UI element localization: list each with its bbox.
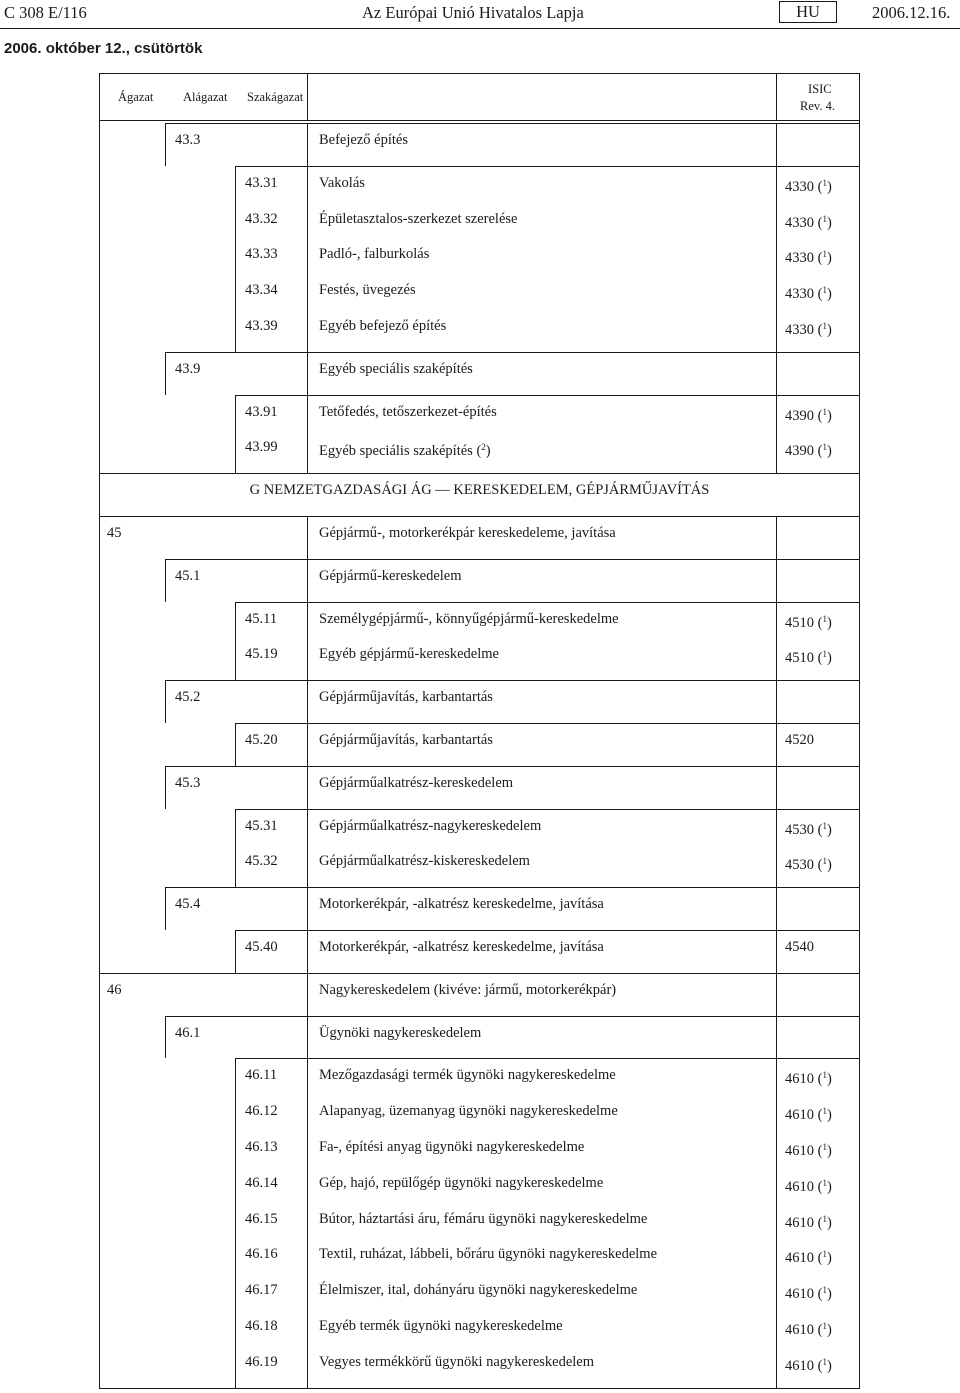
activity-title xyxy=(319,852,530,870)
activity-title xyxy=(319,1281,637,1299)
activity-title-text: Gépjármű-kereskedelem xyxy=(319,567,462,584)
isic-code-value: 4610 xyxy=(785,1286,814,1303)
footnote-ref: 1 xyxy=(822,406,827,417)
isic-code: 4610 ($^1$) xyxy=(785,1285,832,1303)
row-rule xyxy=(165,887,860,888)
isic-code: 4610 ($^1$) xyxy=(785,1070,832,1088)
row-rule xyxy=(235,809,860,810)
nace-code: 46.1 xyxy=(175,1024,201,1041)
column-rule xyxy=(307,516,308,559)
nace-code: 43.33 xyxy=(245,246,278,263)
activity-title xyxy=(319,688,493,706)
isic-code-value: 4520 xyxy=(785,732,814,748)
footnote-ref: 1 xyxy=(822,285,827,296)
nace-code: 46.12 xyxy=(245,1103,278,1120)
activity-title xyxy=(319,817,541,835)
page-reference: C 308 E/116 xyxy=(4,3,87,22)
column-header-rev: Rev. 4. xyxy=(800,99,835,113)
footnote-ref: 1 xyxy=(822,321,827,331)
activity-title-text: Alapanyag, üzemanyag ügynöki nagykereskedelme xyxy=(319,1103,618,1120)
column-rule xyxy=(307,1016,308,1059)
isic-code: 4510 ($^1$) xyxy=(785,613,832,631)
footnote-ref: 1 xyxy=(822,613,827,624)
activity-title-text: Ügynöki nagykereskedelem xyxy=(319,1024,482,1041)
activity-title-text: Személygépjármű-, könnyűgépjármű-kereskedelme xyxy=(319,610,619,627)
isic-code: 4330 ($^1$) xyxy=(785,249,832,267)
isic-code-value: 4610 xyxy=(785,1357,814,1374)
footnote-ref: 1 xyxy=(822,1070,827,1081)
activity-title xyxy=(319,1317,563,1335)
isic-code: 4610 ($^1$) xyxy=(785,1142,832,1159)
activity-title-text: Nagykereskedelem (kivéve: jármű, motorkerékpár) xyxy=(319,981,617,998)
column-rule xyxy=(776,516,777,559)
nace-code: 45.2 xyxy=(175,689,201,706)
row-rule xyxy=(165,352,860,353)
isic-code: 4610 ($^1$) xyxy=(785,1177,832,1195)
nace-code: 45.1 xyxy=(175,567,201,584)
isic-code: 4610 ($^1$) xyxy=(785,1321,832,1338)
nace-code: 46.16 xyxy=(245,1246,278,1263)
nace-code: 46.11 xyxy=(245,1067,278,1084)
footnote-ref: 1 xyxy=(822,249,827,260)
footnote-ref: 1 xyxy=(822,442,827,453)
isic-code-value: 4530 xyxy=(785,857,814,874)
activity-title: Egyéb speciális szaképítés ($^2$) xyxy=(319,442,491,460)
activity-title xyxy=(319,774,513,792)
row-rule xyxy=(235,166,860,167)
column-rule xyxy=(165,352,166,395)
isic-code: 4330 ($^1$) xyxy=(785,285,832,303)
nace-code: 43.32 xyxy=(245,210,278,227)
activity-title-text: Tetőfedés, tetőszerkezet-építés xyxy=(319,403,497,420)
column-rule xyxy=(776,680,777,723)
row-rule xyxy=(235,723,860,724)
column-rule xyxy=(165,1016,166,1059)
isic-code xyxy=(785,731,814,749)
isic-code-value: 4610 xyxy=(785,1071,814,1088)
activity-title-text: Egyéb befejező építés xyxy=(319,318,447,334)
footnote-ref: 1 xyxy=(822,1213,827,1224)
activity-title xyxy=(319,1245,657,1263)
column-rule xyxy=(307,809,308,888)
activity-title-text: Gépjárműjavítás, karbantartás xyxy=(319,689,493,706)
activity-title xyxy=(319,731,493,749)
isic-code-value: 4610 xyxy=(785,1322,814,1338)
activity-title-text: Bútor, háztartási áru, fémáru ügynöki nagykereskedelme xyxy=(319,1210,648,1227)
column-rule xyxy=(165,766,166,809)
activity-title-text: Élelmiszer, ital, dohányáru ügynöki nagykereskedelme xyxy=(319,1282,638,1299)
isic-code-value: 4530 xyxy=(785,821,814,838)
activity-title-text: Fa-, építési anyag ügynöki nagykereskedelme xyxy=(319,1139,585,1155)
column-rule xyxy=(165,680,166,723)
activity-title-text: Gépjárműalkatrész-kereskedelem xyxy=(319,774,514,791)
nace-code: 43.31 xyxy=(245,174,278,191)
activity-title-text: Egyéb gépjármű-kereskedelme xyxy=(319,646,499,663)
footnote-ref: 1 xyxy=(822,649,827,660)
activity-title-text: Mezőgazdasági termék ügynöki nagykereskedelme xyxy=(319,1067,616,1084)
nace-code: 43.3 xyxy=(175,132,201,148)
column-rule xyxy=(307,395,308,474)
column-rule xyxy=(776,809,777,888)
column-header-alagazat: Alágazat xyxy=(183,90,228,104)
column-rule xyxy=(776,1058,777,1389)
isic-code-value: 4330 xyxy=(785,322,814,338)
isic-code: 4610 ($^1$) xyxy=(785,1106,832,1124)
journal-header xyxy=(0,0,960,26)
isic-code: 4390 ($^1$) xyxy=(785,442,832,460)
activity-title-text: Gépjármű-, motorkerékpár kereskedeleme, javítása xyxy=(319,525,616,541)
column-rule xyxy=(307,1058,308,1389)
column-rule xyxy=(235,1058,236,1389)
publication-date: 2006.12.16. xyxy=(872,3,951,22)
column-rule xyxy=(776,723,777,766)
isic-code-value: 4540 xyxy=(785,939,814,955)
activity-title xyxy=(319,360,473,378)
column-rule xyxy=(235,723,236,766)
nace-code: 45.3 xyxy=(175,774,201,791)
activity-title xyxy=(319,524,616,542)
activity-title xyxy=(319,1102,618,1120)
footnote-ref: 2 xyxy=(481,442,486,453)
column-rule xyxy=(776,123,777,166)
footnote-ref: 1 xyxy=(822,1106,827,1117)
nace-code: 43.9 xyxy=(175,360,201,377)
isic-code: 4610 ($^1$) xyxy=(785,1213,832,1231)
row-rule xyxy=(99,973,860,974)
activity-title xyxy=(319,245,429,263)
session-date: 2006. október 12., csütörtök xyxy=(4,40,203,57)
isic-code: 4330 ($^1$) xyxy=(785,213,832,231)
isic-code: 4330 ($^1$) xyxy=(785,321,832,338)
nace-code: 45.40 xyxy=(245,939,278,955)
row-rule xyxy=(235,395,860,396)
row-rule xyxy=(165,766,860,767)
activity-title-text: Gép, hajó, repülőgép ügynöki nagykereskedelme xyxy=(319,1174,604,1191)
nace-code: 45.11 xyxy=(245,610,278,627)
activity-title-text: Vakolás xyxy=(319,174,365,191)
column-rule xyxy=(776,395,777,474)
footnote-ref: 1 xyxy=(822,1285,827,1296)
header-rule xyxy=(0,28,960,29)
activity-title-text: Befejező építés xyxy=(319,132,408,148)
activity-title xyxy=(319,1024,481,1042)
footnote-ref: 1 xyxy=(822,856,827,867)
column-rule xyxy=(235,602,236,681)
column-rule xyxy=(307,166,308,352)
isic-code-value: 4330 xyxy=(785,250,814,267)
footnote-ref: 1 xyxy=(822,1321,827,1331)
activity-title xyxy=(319,938,604,956)
activity-title-text: Egyéb termék ügynöki nagykereskedelme xyxy=(319,1318,563,1334)
row-rule xyxy=(99,516,860,517)
activity-title xyxy=(319,610,619,628)
nace-code: 45.20 xyxy=(245,732,278,748)
isic-code: 4390 ($^1$) xyxy=(785,406,832,424)
nace-code: 46.17 xyxy=(245,1282,278,1299)
activity-title xyxy=(319,895,604,913)
activity-title xyxy=(319,1210,647,1228)
nace-code: 46 xyxy=(107,981,122,998)
row-rule xyxy=(165,1016,860,1017)
footnote-ref: 1 xyxy=(822,1142,827,1152)
isic-code: 4530 ($^1$) xyxy=(785,856,832,874)
column-rule xyxy=(776,1016,777,1059)
isic-code-value: 4610 xyxy=(785,1250,814,1267)
language-code-box: HU xyxy=(779,1,837,23)
isic-code-value: 4510 xyxy=(785,614,814,631)
nace-code: 43.34 xyxy=(245,282,278,299)
row-rule xyxy=(235,602,860,603)
row-rule xyxy=(235,930,860,931)
isic-code-value: 4390 xyxy=(785,443,814,460)
nace-code: 46.19 xyxy=(245,1353,278,1370)
row-rule xyxy=(165,123,860,124)
column-rule xyxy=(235,809,236,888)
activity-title xyxy=(319,567,462,585)
column-rule xyxy=(307,559,308,602)
journal-title: Az Európai Unió Hivatalos Lapja xyxy=(362,3,584,22)
column-rule xyxy=(776,973,777,1016)
activity-title xyxy=(319,1066,616,1084)
nace-code: 45.31 xyxy=(245,817,278,834)
isic-code: 4610 ($^1$) xyxy=(785,1356,832,1374)
isic-code: 4530 ($^1$) xyxy=(785,820,832,838)
footnote-ref: 1 xyxy=(822,213,827,224)
nace-code: 46.15 xyxy=(245,1210,278,1227)
activity-title-text: Padló-, falburkolás xyxy=(319,246,430,263)
footnote-ref: 1 xyxy=(822,177,827,188)
activity-title-text: Motorkerékpár, -alkatrész kereskedelme, javítása xyxy=(319,896,604,913)
nace-code: 45.4 xyxy=(175,896,201,913)
activity-title-text: Gépjárműalkatrész-nagykereskedelem xyxy=(319,817,542,834)
column-rule xyxy=(235,930,236,973)
nace-code: 46.14 xyxy=(245,1174,278,1191)
column-rule xyxy=(165,123,166,166)
isic-code-value: 4610 xyxy=(785,1107,814,1124)
column-rule xyxy=(165,559,166,602)
activity-title xyxy=(319,174,365,192)
column-rule xyxy=(307,123,308,166)
isic-code-value: 4330 xyxy=(785,286,814,303)
activity-title xyxy=(319,981,616,999)
nace-code: 46.18 xyxy=(245,1318,278,1334)
nace-code: 45.19 xyxy=(245,646,278,663)
isic-code-value: 4390 xyxy=(785,407,814,424)
column-rule xyxy=(235,395,236,474)
nace-code: 43.91 xyxy=(245,403,278,420)
column-rule xyxy=(307,973,308,1016)
isic-code-value: 4510 xyxy=(785,650,814,667)
column-rule xyxy=(307,766,308,809)
activity-title xyxy=(319,1174,603,1192)
nace-code: 43.39 xyxy=(245,318,278,334)
column-rule xyxy=(776,766,777,809)
column-rule xyxy=(307,602,308,681)
isic-code-value: 4330 xyxy=(785,178,814,195)
column-rule xyxy=(776,166,777,352)
footnote-ref: 1 xyxy=(822,1356,827,1367)
activity-title xyxy=(319,403,497,421)
activity-title-text: Gépjárműalkatrész-kiskereskedelem xyxy=(319,853,530,870)
activity-title-text: Vegyes termékkörű ügynöki nagykereskedelem xyxy=(319,1353,595,1370)
column-rule xyxy=(776,887,777,930)
activity-title-text: Gépjárműjavítás, karbantartás xyxy=(319,732,493,748)
column-rule xyxy=(307,723,308,766)
nace-code: 45 xyxy=(107,525,122,541)
activity-title xyxy=(319,281,416,299)
column-rule xyxy=(165,887,166,930)
column-rule xyxy=(307,887,308,930)
row-rule xyxy=(99,473,860,474)
activity-title-text: Egyéb speciális szaképítés xyxy=(319,443,473,460)
nace-code: 45.32 xyxy=(245,853,278,870)
activity-title xyxy=(319,645,499,663)
activity-title-text: Épületasztalos-szerkezet szerelése xyxy=(319,210,518,227)
section-heading: G NEMZETGAZDASÁGI ÁG — KERESKEDELEM, GÉPJÁRMŰJAVÍTÁS xyxy=(249,482,710,499)
row-rule xyxy=(235,1058,860,1059)
isic-code: 4330 ($^1$) xyxy=(785,177,832,195)
isic-code-value: 4610 xyxy=(785,1143,814,1159)
column-rule xyxy=(307,73,308,120)
activity-title-text: Textil, ruházat, lábbeli, bőráru ügynöki nagykereskedelme xyxy=(319,1246,658,1263)
column-rule xyxy=(776,73,777,120)
isic-code: 4610 ($^1$) xyxy=(785,1249,832,1267)
activity-title xyxy=(319,317,446,335)
footnote-ref: 1 xyxy=(822,1177,827,1188)
column-rule xyxy=(235,166,236,352)
isic-code-value: 4610 xyxy=(785,1178,814,1195)
column-rule xyxy=(776,559,777,602)
footnote-ref: 1 xyxy=(822,820,827,831)
column-rule xyxy=(307,680,308,723)
column-rule xyxy=(776,930,777,973)
isic-code xyxy=(785,938,814,956)
header-divider xyxy=(99,120,860,121)
activity-title xyxy=(319,210,517,228)
row-rule xyxy=(165,680,860,681)
column-header-agazat: Ágazat xyxy=(118,90,154,104)
nace-code: 43.99 xyxy=(245,439,278,456)
column-header-szakagazat: Szakágazat xyxy=(247,90,304,104)
column-rule xyxy=(307,930,308,973)
activity-title-text: Egyéb speciális szaképítés xyxy=(319,360,473,377)
isic-code: 4510 ($^1$) xyxy=(785,649,832,667)
isic-code-value: 4610 xyxy=(785,1214,814,1231)
isic-code-value: 4330 xyxy=(785,214,814,231)
activity-title xyxy=(319,1138,584,1156)
nace-code: 46.13 xyxy=(245,1139,278,1155)
column-rule xyxy=(776,352,777,395)
activity-title-text: Motorkerékpár, -alkatrész kereskedelme, javítása xyxy=(319,939,604,955)
footnote-ref: 1 xyxy=(822,1249,827,1260)
column-rule xyxy=(776,602,777,681)
column-rule xyxy=(307,352,308,395)
column-header-isic: ISIC xyxy=(808,82,832,96)
activity-title xyxy=(319,131,408,149)
row-rule xyxy=(165,559,860,560)
activity-title xyxy=(319,1353,594,1371)
activity-title-text: Festés, üvegezés xyxy=(319,282,416,299)
